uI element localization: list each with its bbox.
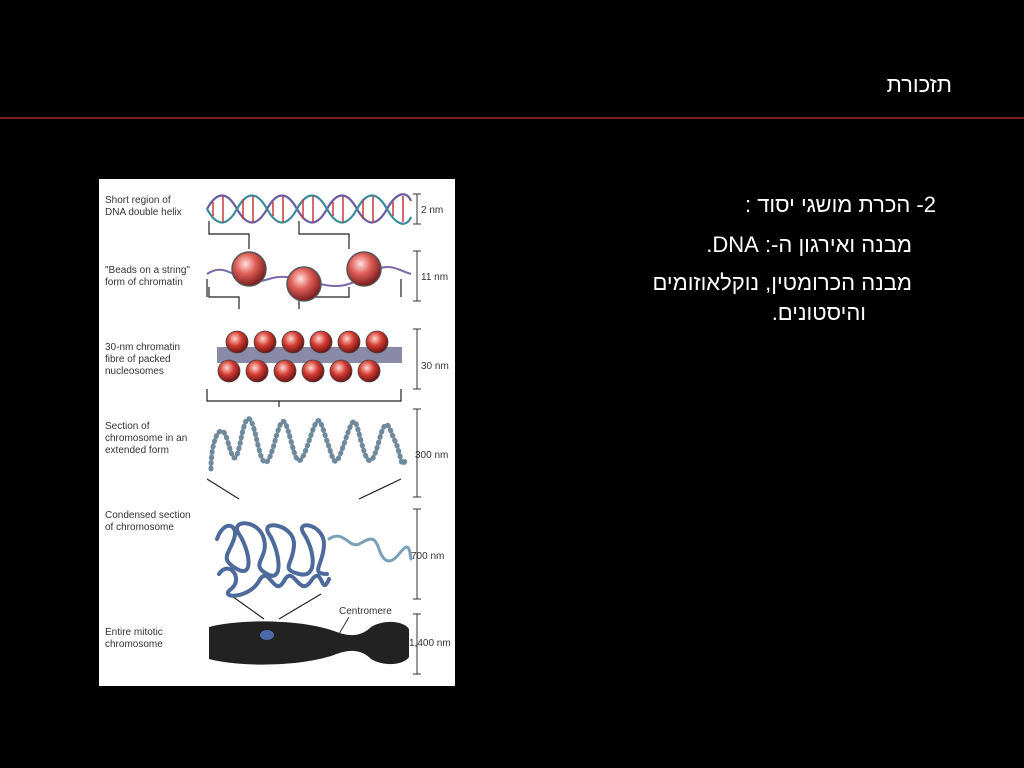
stage-label: form of chromatin	[105, 277, 183, 288]
scale-label: 700 nm	[411, 551, 445, 562]
beads-on-string	[207, 252, 411, 301]
mitotic-chromosome	[209, 606, 409, 665]
condensed-chromosome-section	[217, 523, 411, 595]
stage-label: DNA double helix	[105, 207, 182, 218]
stage-label: extended form	[105, 445, 169, 456]
stage-label: fibre of packed	[105, 354, 171, 365]
bullet-heading: 2- הכרת מושגי יסוד :	[745, 192, 936, 217]
slide-title: תזכורת	[886, 72, 952, 97]
stage-label: 30-nm chromatin	[105, 342, 181, 353]
stage-label: Section of	[105, 421, 150, 432]
stage-label: chromosome	[105, 639, 163, 650]
scale-label: 300 nm	[415, 450, 449, 461]
stage-label: Short region of	[105, 195, 171, 206]
chromatin-fibre-30nm	[217, 331, 402, 382]
extended-chromosome-section	[211, 419, 405, 469]
stage-label: Entire mitotic	[105, 627, 163, 638]
sub-item-chromatin: מבנה הכרומטין, נוקלאוזומים	[652, 270, 912, 295]
scale-label: 2 nm	[421, 205, 444, 216]
stage-label: chromosome in an	[105, 433, 188, 444]
stage-labels	[105, 195, 191, 650]
scale-label: 11 nm	[421, 272, 449, 283]
sub-item-chromatin-cont: והיסטונים.	[771, 300, 866, 325]
stage-label: "Beads on a string"	[105, 265, 190, 276]
scale-bars	[413, 194, 421, 674]
stage-label: Condensed section	[105, 510, 191, 521]
title-divider	[0, 117, 1024, 119]
scale-label: 1,400 nm	[409, 638, 451, 649]
centromere-label: Centromere	[339, 606, 392, 617]
scale-label: 30 nm	[421, 361, 449, 372]
stage-label: of chromosome	[105, 522, 174, 533]
stage-label: nucleosomes	[105, 366, 164, 377]
chromatin-structure-figure	[99, 179, 455, 686]
sub-item-dna: מבנה ואירגון ה-: DNA.	[706, 232, 912, 257]
slide-body	[416, 190, 936, 328]
dna-double-helix	[207, 194, 411, 223]
